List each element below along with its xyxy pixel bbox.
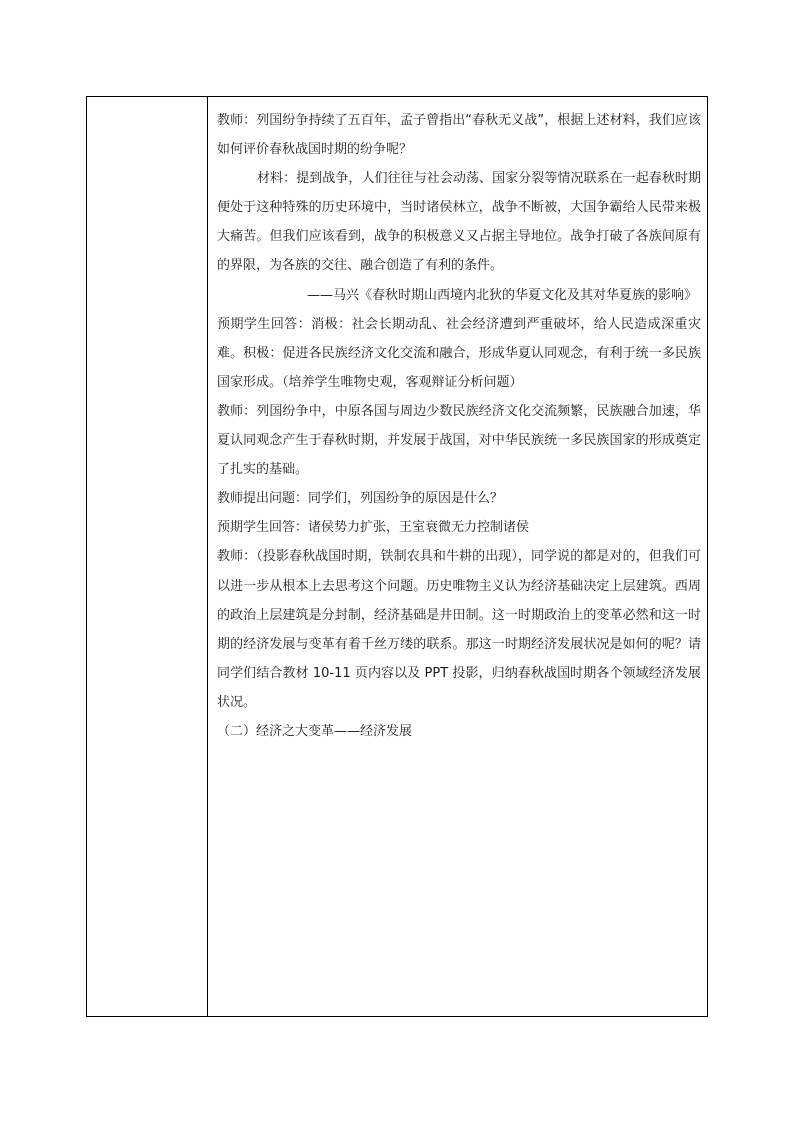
material-paragraph: 材料：提到战争，人们往往与社会动荡、国家分裂等情况联系在一起春秋时期便处于这种特殊的历史环境中，当时诸侯林立，战争不断被，大国争霸给人民带来极大痛苦。但我们应该看到，战争的积极意义又占据主导地位。战争打破了各族间原有的界限，为各族的交往、融合创造了有利的条件。 bbox=[217, 171, 701, 274]
teacher-question-paragraph: 教师：列国纷争持续了五百年，孟子曾指出“春秋无义战”，根据上述材料，我们应该如何评价春秋战国时期的纷争呢？ bbox=[217, 113, 701, 158]
left-column-cell bbox=[87, 97, 208, 1016]
section-heading: （二）经济之大变革——经济发展 bbox=[217, 723, 413, 739]
content-cell bbox=[208, 97, 707, 1016]
material-attribution: ——马兴《春秋时期山西境内北狄的华夏文化及其对华夏族的影响》 bbox=[306, 287, 697, 303]
expected-answer-cause: 预期学生回答：诸侯势力扩张，王室衰微无力控制诸侯 bbox=[217, 520, 530, 536]
teacher-explanation-paragraph: 教师：（投影春秋战国时期，铁制农具和牛耕的出现），同学说的都是对的，但我们可以进一步从根本上去思考这个问题。历史唯物主义认为经济基础决定上层建筑。西周的政治上层建筑是分封制，经济基础是井田制。这一时期政治上的变革必然和这一时期的经济发展与变革有着千丝万缕的联系。那这一时期经济发展状况是如何的呢？请同学们结合教材 10-11 页内容以及 PPT 投影，归纳春秋战国时期各个领域经济发展状况。 bbox=[217, 549, 701, 710]
teacher-question-cause: 教师提出问题：同学们，列国纷争的原因是什么？ bbox=[217, 491, 504, 507]
expected-answer-paragraph: 预期学生回答：消极：社会长期动乱、社会经济遭到严重破坏，给人民造成深重灾难。积极：促进各民族经济文化交流和融合，形成华夏认同观念，有利于统一多民族国家形成。（培养学生唯物史观，客观辩证分析问题） bbox=[217, 316, 701, 390]
teacher-summary-paragraph: 教师：列国纷争中，中原各国与周边少数民族经济文化交流频繁，民族融合加速，华夏认同观念产生于春秋时期，并发展于战国，对中华民族统一多民族国家的形成奠定了扎实的基础。 bbox=[217, 403, 701, 478]
lesson-table bbox=[86, 96, 708, 1017]
